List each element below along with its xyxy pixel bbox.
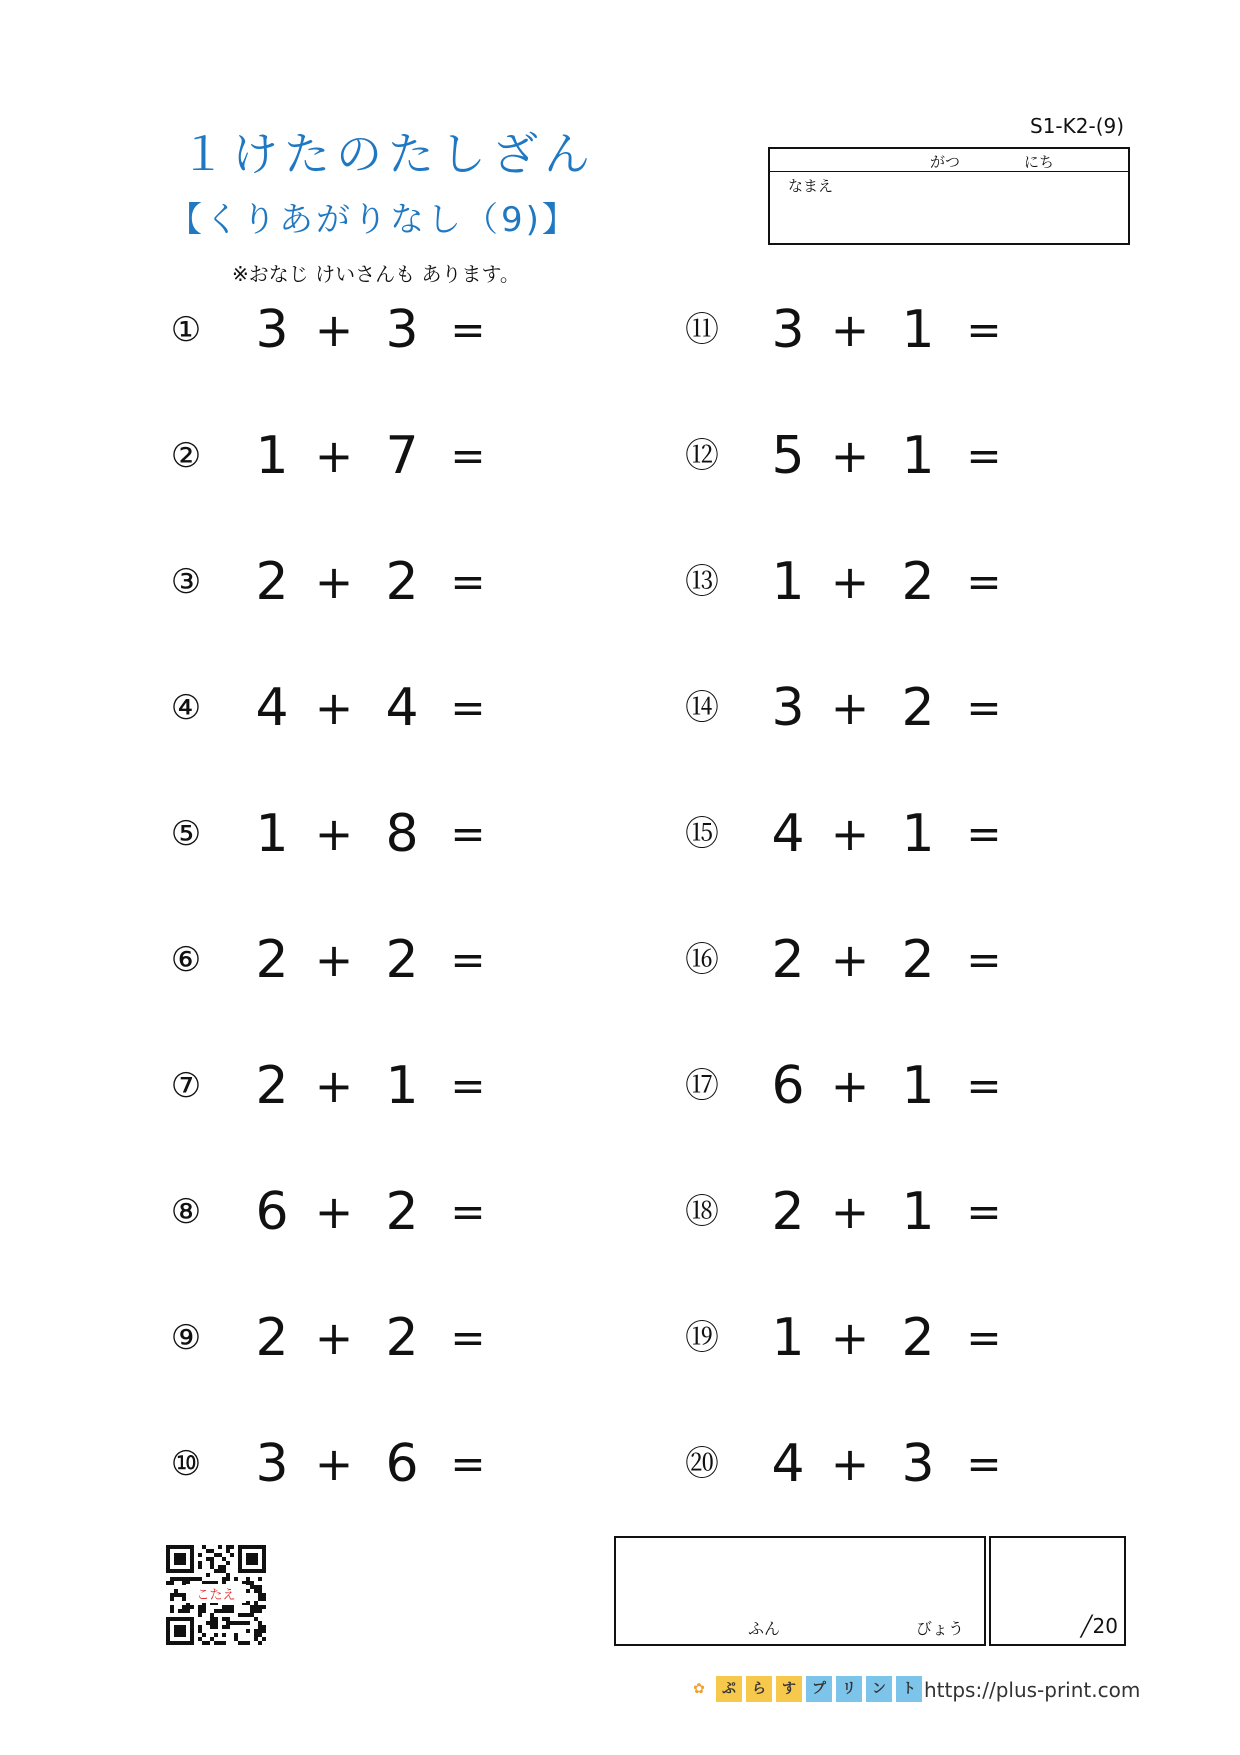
addend-b: 1 xyxy=(901,1182,935,1242)
problem-row xyxy=(676,1177,1096,1247)
problem-number: ⑫ xyxy=(685,436,719,476)
addend-a: 4 xyxy=(771,1434,805,1494)
brand-tile: ら xyxy=(746,1676,772,1702)
equals-sign: = xyxy=(450,1061,486,1110)
problem-row xyxy=(160,1177,580,1247)
problem-row xyxy=(160,1429,580,1499)
equals-sign: = xyxy=(966,1061,1002,1110)
score-total: ╱20 xyxy=(1080,1614,1118,1638)
addend-b: 3 xyxy=(901,1434,935,1494)
plus-sign: + xyxy=(314,933,354,987)
equals-sign: = xyxy=(966,935,1002,984)
problem-row xyxy=(676,925,1096,995)
addend-a: 3 xyxy=(771,678,805,738)
date-row xyxy=(770,149,1128,172)
equals-sign: = xyxy=(450,809,486,858)
plus-sign: + xyxy=(830,933,870,987)
brand-tile: リ xyxy=(836,1676,862,1702)
problem-row xyxy=(160,799,580,869)
addend-a: 1 xyxy=(255,426,289,486)
plus-sign: + xyxy=(314,1059,354,1113)
addend-a: 6 xyxy=(255,1182,289,1242)
problem-number: ⑭ xyxy=(685,688,719,728)
addend-a: 2 xyxy=(255,1056,289,1116)
problem-row xyxy=(160,925,580,995)
worksheet-title: １けたのたしざん xyxy=(180,127,596,181)
problem-number: ⑤ xyxy=(170,814,202,854)
problem-row xyxy=(160,1303,580,1373)
plus-sign: + xyxy=(830,681,870,735)
worksheet-note: ※おなじ けいさんも あります。 xyxy=(232,262,520,286)
problem-row xyxy=(676,421,1096,491)
addend-a: 4 xyxy=(255,678,289,738)
problem-number: ⑪ xyxy=(685,310,719,350)
problem-number: ② xyxy=(170,436,202,476)
plus-sign: + xyxy=(830,807,870,861)
name-label: なまえ xyxy=(788,177,834,195)
worksheet-subtitle: 【くりあがりなし（9)】 xyxy=(168,200,579,240)
equals-sign: = xyxy=(966,1187,1002,1236)
problem-row xyxy=(676,673,1096,743)
problem-number: ③ xyxy=(170,562,202,602)
addend-b: 1 xyxy=(901,426,935,486)
addend-a: 3 xyxy=(771,300,805,360)
problem-number: ⑦ xyxy=(170,1066,202,1106)
minutes-label: ふん xyxy=(748,1619,781,1638)
brand-url[interactable]: https://plus-print.com xyxy=(924,1678,1141,1702)
problem-number: ⑲ xyxy=(685,1318,719,1358)
addend-b: 2 xyxy=(385,1308,419,1368)
addend-b: 4 xyxy=(385,678,419,738)
problem-number: ⑳ xyxy=(685,1444,719,1484)
addend-a: 3 xyxy=(255,300,289,360)
problem-number: ① xyxy=(170,310,202,350)
score-box[interactable] xyxy=(989,1536,1126,1646)
plus-sign: + xyxy=(830,303,870,357)
problem-number: ⑩ xyxy=(170,1444,202,1484)
plus-sign: + xyxy=(830,1059,870,1113)
plus-sign: + xyxy=(314,807,354,861)
brand-tile: ト xyxy=(896,1676,922,1702)
addend-b: 2 xyxy=(385,1182,419,1242)
equals-sign: = xyxy=(966,431,1002,480)
seconds-label: びょう xyxy=(916,1619,965,1638)
equals-sign: = xyxy=(966,305,1002,354)
brand-tile: す xyxy=(776,1676,802,1702)
problem-number: ⑧ xyxy=(170,1192,202,1232)
problem-row xyxy=(160,295,580,365)
plus-sign: + xyxy=(314,681,354,735)
addend-a: 2 xyxy=(771,930,805,990)
addend-b: 3 xyxy=(385,300,419,360)
plus-sign: + xyxy=(830,1311,870,1365)
problem-row xyxy=(676,1429,1096,1499)
addend-a: 5 xyxy=(771,426,805,486)
addend-b: 1 xyxy=(385,1056,419,1116)
equals-sign: = xyxy=(966,557,1002,606)
equals-sign: = xyxy=(966,683,1002,732)
addend-a: 1 xyxy=(771,1308,805,1368)
brand-tile: ぷ xyxy=(716,1676,742,1702)
addend-b: 2 xyxy=(385,930,419,990)
equals-sign: = xyxy=(450,683,486,732)
problem-row xyxy=(160,673,580,743)
problem-row xyxy=(676,1303,1096,1373)
equals-sign: = xyxy=(450,431,486,480)
plus-sign: + xyxy=(314,1185,354,1239)
equals-sign: = xyxy=(450,1439,486,1488)
equals-sign: = xyxy=(450,1313,486,1362)
problem-row xyxy=(676,547,1096,617)
addend-b: 2 xyxy=(901,1308,935,1368)
problem-number: ⑥ xyxy=(170,940,202,980)
addend-a: 2 xyxy=(255,1308,289,1368)
plus-sign: + xyxy=(830,1185,870,1239)
problem-row xyxy=(676,295,1096,365)
problem-number: ⑯ xyxy=(685,940,719,980)
addend-a: 3 xyxy=(255,1434,289,1494)
plus-sign: + xyxy=(830,555,870,609)
equals-sign: = xyxy=(966,809,1002,858)
problem-row xyxy=(160,547,580,617)
plus-sign: + xyxy=(314,1437,354,1491)
addend-b: 2 xyxy=(901,678,935,738)
addend-a: 2 xyxy=(255,930,289,990)
problem-number: ⑮ xyxy=(685,814,719,854)
plus-sign: + xyxy=(830,429,870,483)
brand-tile: ン xyxy=(866,1676,892,1702)
addend-b: 8 xyxy=(385,804,419,864)
problem-row xyxy=(160,421,580,491)
addend-a: 2 xyxy=(771,1182,805,1242)
equals-sign: = xyxy=(966,1313,1002,1362)
time-box[interactable] xyxy=(614,1536,986,1646)
plus-sign: + xyxy=(314,1311,354,1365)
problem-row xyxy=(676,1051,1096,1121)
problem-number: ⑨ xyxy=(170,1318,202,1358)
addend-b: 2 xyxy=(385,552,419,612)
equals-sign: = xyxy=(450,935,486,984)
problem-number: ⑰ xyxy=(685,1066,719,1106)
worksheet-code: S1-K2-(9) xyxy=(1030,114,1125,138)
addend-b: 1 xyxy=(901,300,935,360)
day-label: にち xyxy=(1024,153,1055,171)
addend-a: 1 xyxy=(771,552,805,612)
addend-b: 1 xyxy=(901,804,935,864)
addend-b: 7 xyxy=(385,426,419,486)
addend-a: 2 xyxy=(255,552,289,612)
problem-number: ④ xyxy=(170,688,202,728)
addend-a: 4 xyxy=(771,804,805,864)
plus-sign: + xyxy=(314,555,354,609)
equals-sign: = xyxy=(450,305,486,354)
addend-a: 6 xyxy=(771,1056,805,1116)
problem-row xyxy=(160,1051,580,1121)
brand-tile: プ xyxy=(806,1676,832,1702)
addend-b: 6 xyxy=(385,1434,419,1494)
name-date-box[interactable] xyxy=(768,147,1130,245)
plus-sign: + xyxy=(830,1437,870,1491)
brand-flower-icon: ✿ xyxy=(693,1681,705,1697)
qr-answer-label: こたえ xyxy=(186,1584,246,1603)
addend-b: 2 xyxy=(901,930,935,990)
addend-b: 1 xyxy=(901,1056,935,1116)
month-label: がつ xyxy=(930,153,961,171)
addend-b: 2 xyxy=(901,552,935,612)
equals-sign: = xyxy=(450,557,486,606)
problem-row xyxy=(676,799,1096,869)
problem-number: ⑱ xyxy=(685,1192,719,1232)
equals-sign: = xyxy=(450,1187,486,1236)
addend-a: 1 xyxy=(255,804,289,864)
equals-sign: = xyxy=(966,1439,1002,1488)
problem-number: ⑬ xyxy=(685,562,719,602)
plus-sign: + xyxy=(314,303,354,357)
plus-sign: + xyxy=(314,429,354,483)
